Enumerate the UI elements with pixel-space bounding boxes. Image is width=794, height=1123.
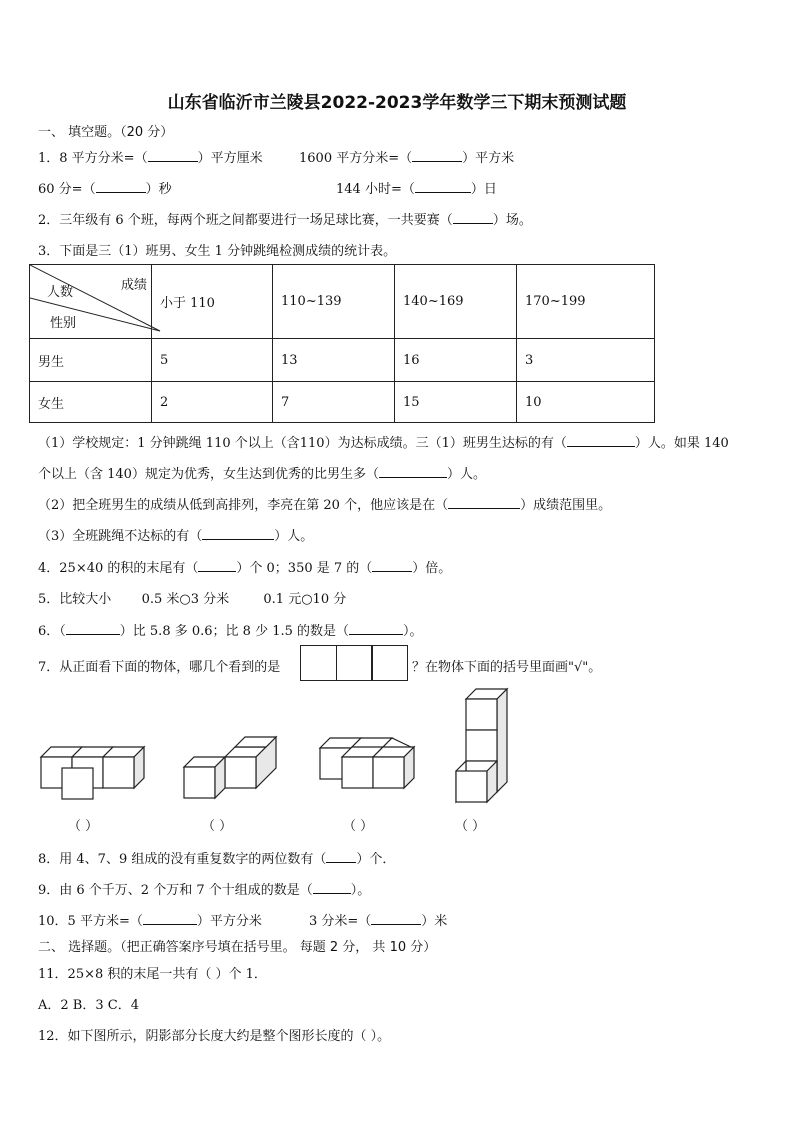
q8-blank[interactable] (326, 850, 356, 863)
q8-pre: 8．用 4、7、9 组成的没有重复数字的两位数有（ (38, 852, 327, 867)
square (371, 645, 408, 681)
table-row-girls (30, 382, 655, 423)
cube-figure-4 (456, 689, 507, 802)
q8-post: ）个． (356, 852, 396, 867)
corner-label-gender: 性别 (50, 316, 77, 331)
stats-table (29, 264, 655, 423)
q4-blank2[interactable] (372, 559, 412, 572)
q9 (38, 879, 370, 898)
q3-sub3-pre: （3）全班跳绳不达标的有（ (38, 529, 203, 544)
q1b-blank[interactable] (412, 149, 462, 162)
q9-post: ）。 (350, 883, 371, 898)
data-cell: 2 (152, 382, 273, 423)
q11-text: 11．25×8 积的末尾一共有（ ）个 1． (38, 967, 267, 982)
data-cell: 10 (517, 382, 655, 423)
q5-label: 5．比较大小 (38, 592, 112, 607)
q9-pre: 9．由 6 个千万、2 个万和 7 个十组成的数是（ (38, 883, 313, 898)
header-cell: 170~199 (517, 265, 655, 339)
q7-pre: 7．从正面看下面的物体，哪几个看到的是 (38, 660, 281, 675)
q1a-blank[interactable] (148, 149, 198, 162)
q10b-post: ）米 (421, 914, 448, 929)
q3-sub1a-pre: （1）学校规定：1 分钟跳绳 110 个以上（含110）为达标成绩。三（1）班男生达标的有（ (38, 436, 567, 451)
q2-pre: 2．三年级有 6 个班，每两个班之间都要进行一场足球比赛，一共要赛（ (38, 213, 453, 228)
q9-blank[interactable] (313, 881, 351, 894)
q4-part1: 4．25×40 的积的末尾有（ (38, 561, 199, 576)
q3-sub1b-post: ）人。 (446, 467, 486, 482)
q1d-pre: 144 小时=（ (336, 182, 415, 197)
q1c-blank[interactable] (96, 180, 146, 193)
q10a-blank[interactable] (143, 912, 197, 925)
q7-front-view-figure (300, 645, 408, 681)
q1-row2b (336, 178, 497, 197)
q5-compare-b: 0.1 元○10 分 (263, 592, 347, 607)
q3-sub2-blank[interactable] (448, 496, 520, 509)
q4-part2: ）个 0；350 是 7 的（ (236, 561, 373, 576)
q1d-post: ）日 (470, 182, 497, 197)
cube-figure-2 (184, 737, 276, 798)
data-cell: 13 (273, 339, 395, 382)
q3-sub3-blank[interactable] (202, 527, 274, 540)
header-cell: 110~139 (273, 265, 395, 339)
q1-row1 (38, 147, 263, 166)
q3-sub3-post: ）人。 (274, 529, 314, 544)
q2-post: ）场。 (492, 213, 532, 228)
q7-answer-paren-1[interactable]: （ ） (68, 819, 99, 834)
q10a (38, 910, 262, 929)
q6-blank2[interactable] (349, 622, 403, 635)
q3-sub2-post: ）成绩范围里。 (520, 498, 612, 513)
q10b-pre: 3 分米=（ (309, 914, 372, 929)
square (300, 645, 337, 681)
q3-sub1a-post: ）人。如果 140 (634, 436, 729, 451)
q3-sub1b-pre: 个以上（含 140）规定为优秀，女生达到优秀的比男生多（ (38, 467, 379, 482)
q7-answer-paren-2[interactable]: （ ） (202, 819, 233, 834)
cube-figure-3 (320, 738, 414, 788)
q6-part2: ）比 5.8 多 0.6；比 8 少 1.5 的数是（ (119, 624, 350, 639)
q3-sub1b (38, 463, 486, 482)
q7-answer-paren-4[interactable]: （ ） (455, 819, 486, 834)
q2 (38, 209, 532, 228)
q10a-pre: 10．5 平方米=（ (38, 914, 143, 929)
table-corner-cell (30, 265, 152, 339)
data-cell: 15 (395, 382, 517, 423)
q3-sub3 (38, 525, 313, 544)
corner-label-count: 人数 (47, 285, 74, 300)
q3-sub1a (38, 432, 729, 451)
q3-sub2-pre: （2）把全班男生的成绩从低到高排列，李亮在第 20 个，他应该是在（ (38, 498, 449, 513)
q5-compare-a: 0.5 米○3 分米 (141, 592, 230, 607)
q3-text: 3．下面是三（1）班男、女生 1 分钟跳绳检测成绩的统计表。 (38, 244, 397, 259)
header-cell: 140~169 (395, 265, 517, 339)
q1d-blank[interactable] (415, 180, 471, 193)
page-title: 山东省临沂市兰陵县2022-2023学年数学三下期末预测试题 (167, 93, 627, 113)
q5 (38, 588, 346, 607)
data-cell: 3 (517, 339, 655, 382)
q11-options: A．2 B．3 C．4 (38, 998, 139, 1013)
q6-part1: 6．（ (38, 624, 66, 639)
q4-part3: ）倍。 (412, 561, 452, 576)
q7-post: ？在物体下面的括号里面画"√"。 (412, 660, 602, 675)
data-cell: 16 (395, 339, 517, 382)
q8 (38, 848, 395, 867)
q4-blank1[interactable] (198, 559, 236, 572)
q10b (309, 910, 447, 929)
data-cell: 5 (152, 339, 273, 382)
row-label: 男生 (30, 339, 152, 382)
q6-part3: ）。 (403, 624, 423, 639)
q4 (38, 557, 451, 576)
q3-sub2 (38, 494, 611, 513)
q1b-pre: 1600 平方分米=（ (299, 151, 413, 166)
q6 (38, 620, 423, 639)
q1c-post: ）秒 (145, 182, 172, 197)
q3-sub1b-blank[interactable] (379, 465, 447, 478)
q6-blank1[interactable] (66, 622, 120, 635)
section1-heading: 一、 填空题。（20 分） (38, 125, 174, 140)
q2-blank[interactable] (453, 211, 493, 224)
table-row-boys (30, 339, 655, 382)
cube-figure-1 (41, 747, 144, 799)
data-cell: 7 (273, 382, 395, 423)
q10a-post: ）平方分米 (196, 914, 262, 929)
q7-answer-paren-3[interactable]: （ ） (343, 819, 374, 834)
q1b-post: ）平方米 (462, 151, 515, 166)
section2-heading: 二、 选择题。（把正确答案序号填在括号里。 每题 2 分， 共 10 分） (38, 940, 437, 955)
corner-label-score: 成绩 (121, 278, 148, 293)
header-cell: 小于 110 (152, 265, 273, 339)
square (336, 645, 373, 681)
q1a-post: ）平方厘米 (197, 151, 263, 166)
q12-text: 12．如下图所示，阴影部分长度大约是整个图形长度的（ ）。 (38, 1029, 391, 1044)
q7-cube-figures (0, 680, 794, 810)
q3-sub1a-blank[interactable] (567, 434, 635, 447)
q10b-blank[interactable] (371, 912, 421, 925)
q1-row1b (299, 147, 514, 166)
q1a-pre: 1．8 平方分米=（ (38, 151, 148, 166)
row-label: 女生 (30, 382, 152, 423)
q1-row2 (38, 178, 172, 197)
q1c-pre: 60 分=（ (38, 182, 96, 197)
